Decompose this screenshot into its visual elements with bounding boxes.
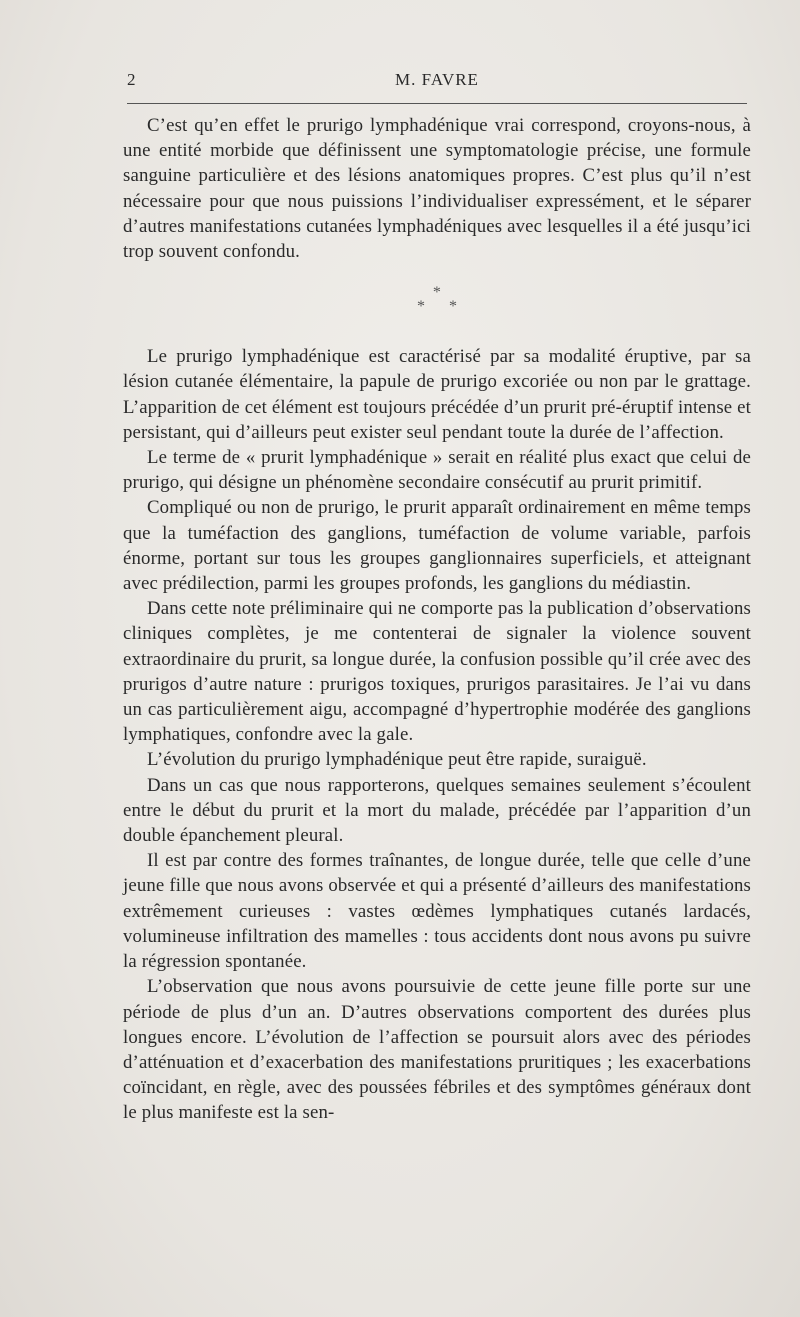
paragraph-2: Le prurigo lymphadénique est caractérisé par sa modalité éruptive, par sa lésion cutanée élémentaire, la papule de prurigo excoriée ou non par le grattage. L’apparition de cet élément est toujours précédée d’un prurit pré-éruptif intense et persistant, qui d’ailleurs peut exister seul pendant toute la durée de l’affection.: [123, 346, 751, 443]
header-rule: [127, 103, 747, 104]
paragraph-6: L’évolution du prurigo lymphadénique peut être rapide, suraiguë.: [147, 749, 647, 771]
asterism-bottom: * *: [417, 298, 467, 316]
paragraph-9: L’observation que nous avons poursuivie de cette jeune fille porte sur une période de plus d’un an. D’autres observations comportent des durées plus longues encore. L’évolution de l’affection se poursuit alors avec des périodes d’atténuation et d’exacerbation des manifestations pruritiques ; les exacerbations coïncidant, en règle, avec des poussées fébriles et des symptômes généraux dont le plus manifeste est la sen-: [123, 976, 751, 1124]
paragraph-3: Le terme de « prurit lymphadénique » serait en réalité plus exact que celui de prurigo, qui désigne un phénomène secondaire consécutif au prurit primitif.: [123, 447, 751, 494]
paragraph-8: Il est par contre des formes traînantes, de longue durée, telle que celle d’une jeune fille que nous avons observée et qui a présenté d’ailleurs des manifestations extrêmement curieuses : vastes œdèmes lymphatiques cutanés lardacés, volumineuse infiltration des mamelles : tous accidents dont nous avons pu suivre la régression spontanée.: [123, 850, 751, 973]
page-number: 2: [127, 70, 136, 89]
asterism-top: *: [432, 284, 442, 302]
paragraph-5: Dans cette note préliminaire qui ne comporte pas la publication d’observations cliniques complètes, je me contenterai de signaler la violence souvent extraordinaire du prurit, sa longue durée, la confusion possible qu’il crée avec des prurigos d’autre nature : prurigos toxiques, prurigos parasitaires. Je l’ai vu dans un cas particulièrement aigu, accompagné d’hypertrophie modérée des ganglions lymphatiques, confondre avec la gale.: [123, 598, 751, 746]
page-header: [127, 70, 747, 96]
paragraph-1: C’est qu’en effet le prurigo lymphadénique vrai correspond, croyons-nous, à une entité morbide que définissent une symptomatologie précise, une formule sanguine particulière et des lésions anatomiques propres. C’est plus qu’il n’est nécessaire pour que nous puissions l’individualiser expressément, et le séparer d’autres manifestations cutanées lymphadéniques avec lesquelles il a été jusqu’ici trop souvent confondu.: [123, 115, 751, 263]
running-head: M. FAVRE: [395, 70, 479, 89]
paragraph-7: Dans un cas que nous rapporterons, quelques semaines seulement s’écoulent entre le début du prurit et la mort du malade, précédée par l’apparition d’un double épanchement pleural.: [123, 774, 751, 847]
body-text: [123, 113, 751, 1126]
paragraph-4: Compliqué ou non de prurigo, le prurit apparaît ordinairement en même temps que la tuméfaction des ganglions, tuméfaction de volume variable, parfois énorme, portant sur tous les groupes ganglionnaires superficiels, et atteignant avec prédilection, parmi les groupes profonds, les ganglions du médiastin.: [123, 497, 751, 595]
asterism: [123, 264, 751, 344]
